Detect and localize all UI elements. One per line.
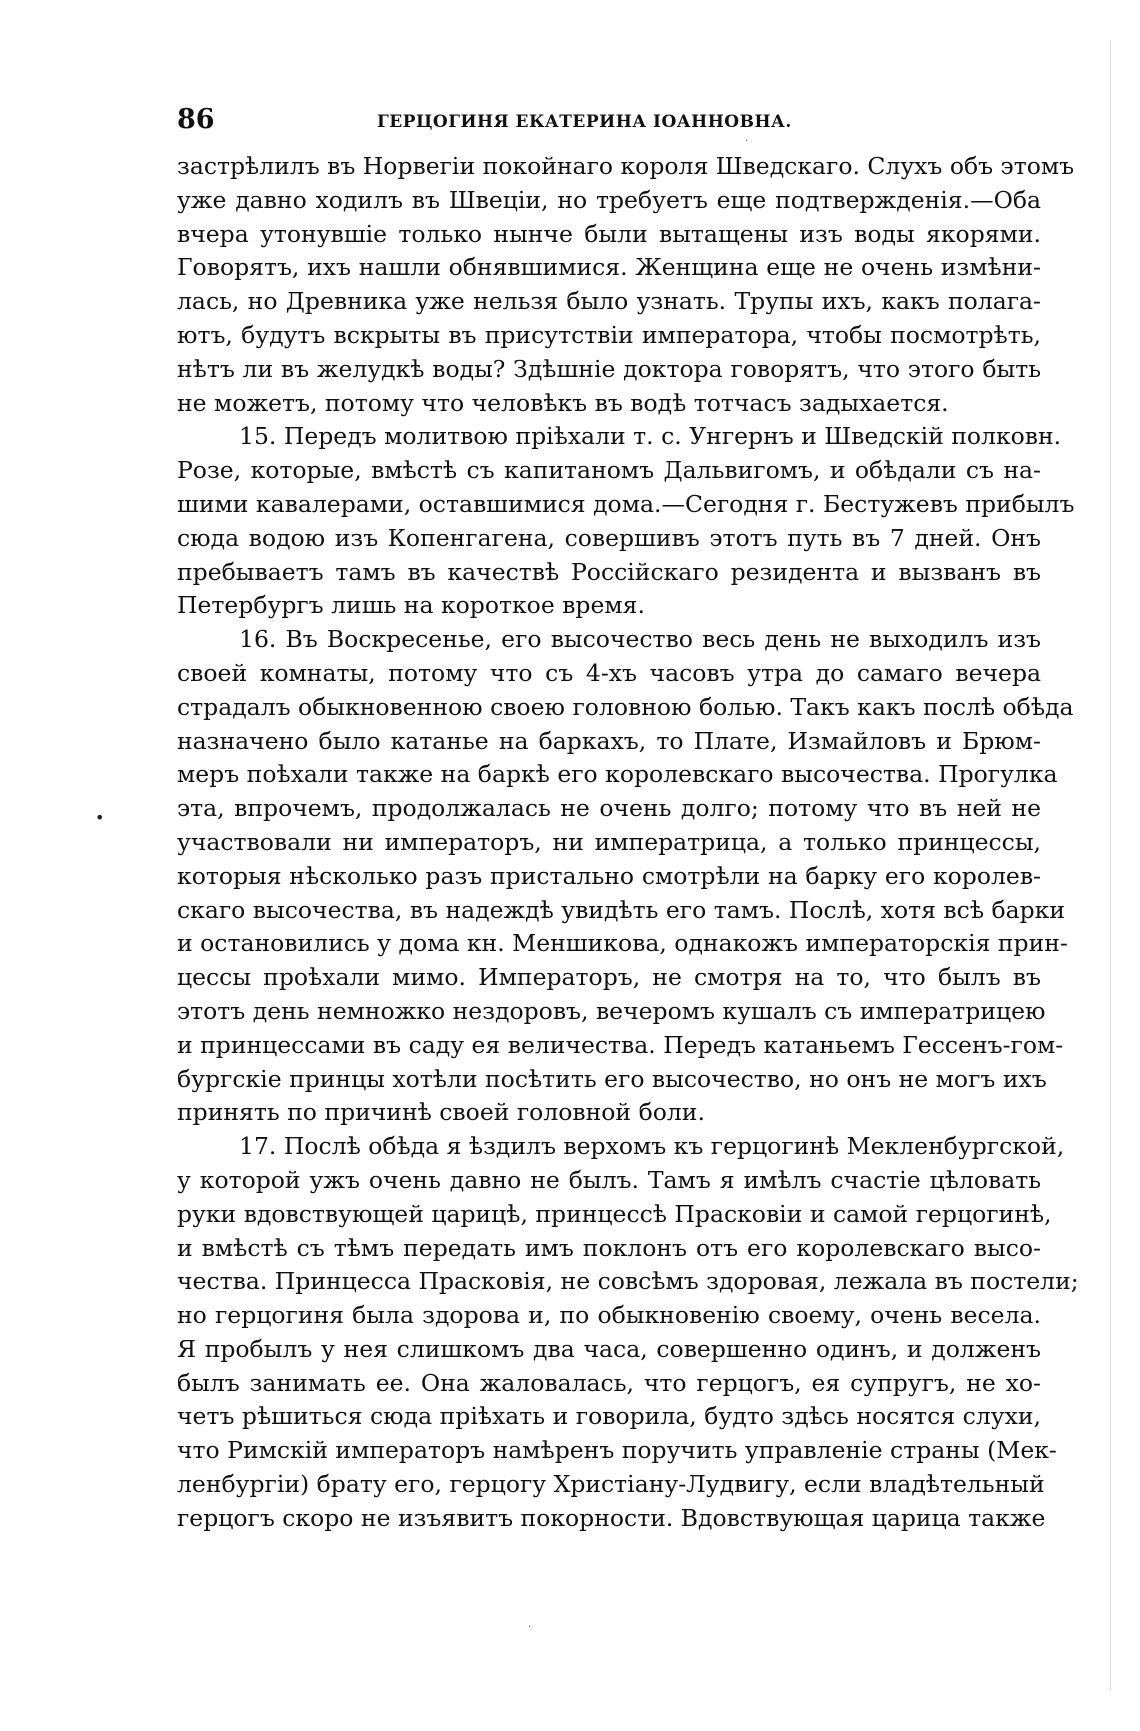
speck-dot: · — [745, 136, 749, 147]
text-line: не можетъ, потому что человѣкъ въ водѣ тотчасъ задыхается. — [177, 388, 949, 417]
text-line: чества. Принцесса Прасковія, не совсѣмъ здоровая, лежала въ постели; — [177, 1267, 1079, 1296]
text-line: руки вдовствующей царицѣ, принцессѣ Прасковіи и самой герцогинѣ, — [177, 1199, 1052, 1228]
text-line: четъ рѣшиться сюда пріѣхать и говорила, будто здѣсь носятся слухи, — [177, 1402, 1041, 1431]
page-header — [177, 104, 1037, 140]
text-line: Говорятъ, ихъ нашли обнявшимися. Женщина еще не очень измѣни- — [177, 253, 1041, 282]
text-line: герцогъ скоро не изъявитъ покорности. Вдовствующая царица также — [177, 1503, 1046, 1532]
text-line: меръ поѣхали также на баркѣ его королевскаго высочества. Прогулка — [177, 760, 1058, 789]
speck-dot: · — [528, 1622, 532, 1633]
text-line: цессы проѣхали мимо. Императоръ, не смотря на то, что былъ въ — [177, 963, 1041, 992]
text-line: и остановились у дома кн. Меншикова, однакожъ императорскія прин- — [177, 929, 1068, 958]
text-line: уже давно ходилъ въ Швеціи, но требуетъ еще подтвержденія.—Оба — [177, 185, 1041, 214]
text-line: этотъ день немножко нездоровъ, вечеромъ кушалъ съ императрицею — [177, 996, 1046, 1025]
text-line: шими кавалерами, оставшимися дома.—Сегодня г. Бестужевъ прибылъ — [177, 489, 1075, 518]
text-line: и вмѣстѣ съ тѣмъ передать имъ поклонъ отъ его королевскаго высо- — [177, 1233, 1041, 1262]
paragraph-continuation — [177, 150, 1075, 420]
text-line: ютъ, будутъ вскрыты въ присутствіи императора, чтобы посмотрѣть, — [177, 320, 1041, 349]
text-line: 16. Въ Воскресенье, его высочество весь день не выходилъ изъ — [239, 625, 1041, 654]
text-line: участвовали ни императоръ, ни императрица, а только принцессы, — [177, 827, 1041, 856]
text-line: эта, впрочемъ, продолжалась не очень долго; потому что въ ней не — [177, 794, 1041, 823]
paragraph-17 — [177, 1130, 1079, 1536]
page-number: 86 — [177, 104, 215, 135]
text-line: былъ занимать ее. Она жаловалась, что герцогъ, ея супругъ, не хо- — [177, 1368, 1041, 1397]
page-edge-line — [1110, 40, 1111, 1690]
running-title: ГЕРЦОГИНЯ ЕКАТЕРИНА ІОАННОВНА. — [377, 112, 792, 132]
text-line: пребываетъ тамъ въ качествѣ Россійскаго резидента и вызванъ въ — [177, 557, 1041, 586]
text-line: назначено было катанье на баркахъ, то Плате, Измайловъ и Брюм- — [177, 726, 1041, 755]
text-line: 17. Послѣ обѣда я ѣздилъ верхомъ къ герцогинѣ Мекленбургской, — [239, 1132, 1065, 1161]
paragraph-15 — [177, 420, 1075, 623]
text-line: сюда водою изъ Копенгагена, совершивъ этотъ путь въ 7 дней. Онъ — [177, 523, 1041, 552]
text-line: бургскіе принцы хотѣли посѣтить его высочество, но онъ не могъ ихъ — [177, 1064, 1047, 1093]
text-line: скаго высочества, въ надеждѣ увидѣть его тамъ. Послѣ, хотя всѣ барки — [177, 895, 1066, 924]
text-line: принять по причинѣ своей головной боли. — [177, 1098, 705, 1127]
text-line: но герцогиня была здорова и, по обыкновенію своему, очень весела. — [177, 1301, 1041, 1330]
text-line: нѣтъ ли въ желудкѣ воды? Здѣшніе доктора говорятъ, что этого быть — [177, 354, 1041, 383]
text-line: что Римскій императоръ намѣренъ поручить управленіе страны (Мек- — [177, 1436, 1057, 1465]
margin-mark: • — [95, 808, 105, 827]
text-line: ленбургіи) брату его, герцогу Христіану-Лудвигу, если владѣтельный — [177, 1470, 1045, 1499]
text-line: Я пробылъ у нея слишкомъ два часа, совершенно одинъ, и долженъ — [177, 1334, 1041, 1363]
text-line: своей комнаты, потому что съ 4-хъ часовъ утра до самаго вечера — [177, 658, 1041, 687]
paragraph-16 — [177, 623, 1074, 1130]
text-line: у которой ужъ очень давно не былъ. Тамъ я имѣлъ счастіе цѣловать — [177, 1165, 1041, 1194]
text-line: и принцессами въ саду ея величества. Передъ катаньемъ Гессенъ-гом- — [177, 1030, 1064, 1059]
text-line: Петербургъ лишь на короткое время. — [177, 591, 645, 620]
text-line: 15. Передъ молитвою пріѣхали т. с. Унгернъ и Шведскій полковн. — [239, 422, 1062, 451]
text-line: которыя нѣсколько разъ пристально смотрѣли на барку его королев- — [177, 861, 1041, 890]
text-line: лась, но Древника уже нельзя было узнать. Трупы ихъ, какъ полага- — [177, 287, 1041, 316]
text-line: страдалъ обыкновенною своею головною болью. Такъ какъ послѣ обѣда — [177, 692, 1074, 721]
text-line: Розе, которые, вмѣстѣ съ капитаномъ Дальвигомъ, и обѣдали съ на- — [177, 456, 1041, 485]
text-line: застрѣлилъ въ Норвегіи покойнаго короля Шведскаго. Слухъ объ этомъ — [177, 152, 1075, 180]
body-text — [177, 150, 1079, 1536]
text-line: вчера утонувшіе только нынче были вытащены изъ воды якорями. — [177, 219, 1041, 248]
